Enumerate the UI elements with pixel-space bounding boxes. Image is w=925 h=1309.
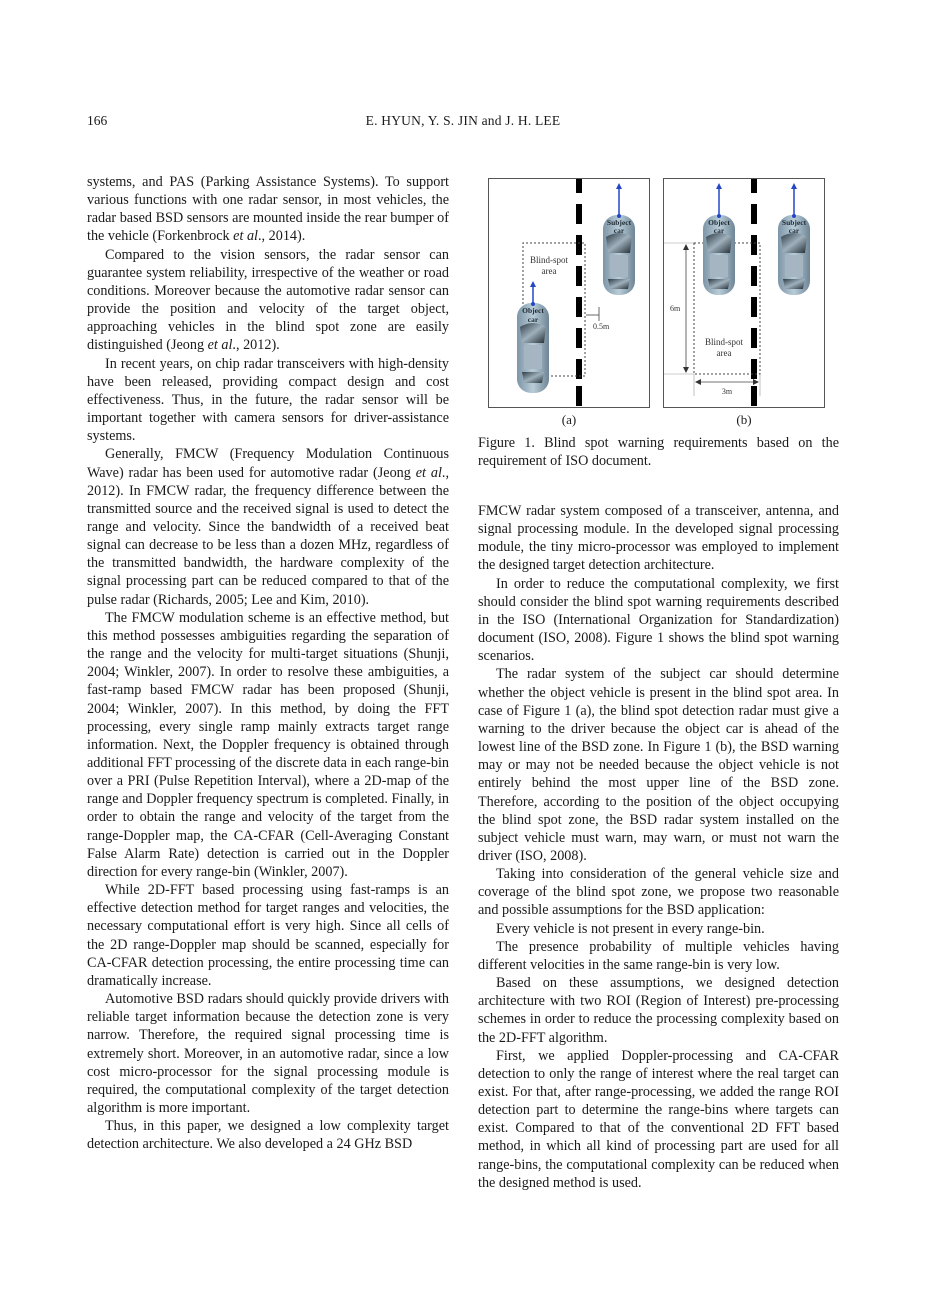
left-column — [87, 173, 449, 1153]
blind-spot-diagram-a — [489, 179, 648, 406]
figure-panel-a — [488, 178, 650, 408]
subject-car-icon — [778, 183, 810, 295]
svg-text:area: area — [716, 348, 732, 358]
paragraph: Based on these assumptions, we designed detection architecture with two ROI (Region of Interest) pre-processing schemes in order to reduce the processing complexity based on the 2D-FFT algorithm. — [478, 975, 839, 1046]
svg-text:car: car — [788, 226, 800, 235]
paragraph: Generally, FMCW (Frequency Modulation Continuous Wave) radar has been used for automotive radar (Jeong et al., 2012). In FMCW radar, the frequency difference between the transmitted source and the received signal is used to detect the range and velocity. Since the bandwidth of a received beat signal can decrease to be less than a dozen MHz, regardless of the transmitted bandwidth, the hardware complexity of the signal processing part can be reduced compared to that of the pulse radar (Richards, 2005; Lee and Kim, 2010). — [87, 446, 449, 608]
paragraph: The presence probability of multiple vehicles having different velocities in the same range-bin is very low. — [478, 938, 839, 973]
svg-text:area: area — [541, 266, 557, 276]
svg-text:Object: Object — [708, 218, 730, 227]
running-head — [87, 113, 839, 133]
page-number: 166 — [87, 113, 108, 128]
paragraph: Every vehicle is not present in every range-bin. — [496, 920, 765, 937]
paragraph: The FMCW modulation scheme is an effective method, but this method possesses ambiguities regarding the separation of the range and the velocity for multi-target situations (Shunji, 2004; Winkler, 2007). In order to resolve these ambiguities, a fast-ramp based FMCW radar has been proposed (Shunji, 2004; Winkler, 2007). In this method, by doing the FFT processing, every single ramp mainly extracts target range information. Next, the Doppler frequency is obtained through additional FFT processing of the discrete data in each range-bin over a PRI (Pulse Repetition Interval), where a 2D-map of the range and Doppler frequency spectrum is completed. Finally, in order to obtain the range and velocity of the target from the range-Doppler map, the CA-CFAR (Cell-Averaging Constant False Alarm Rate) detection is carried out in the Doppler direction for every range-bin (Winkler, 2007). — [87, 609, 449, 880]
object-car-icon — [703, 183, 735, 295]
figure-panel-b — [663, 178, 825, 408]
svg-text:car: car — [713, 226, 725, 235]
figure-caption: Figure 1. Blind spot warning requirements based on the requirement of ISO document. — [478, 435, 839, 470]
paragraph: Thus, in this paper, we designed a low complexity target detection architecture. We also developed a 24 GHz BSD — [87, 1118, 449, 1153]
svg-text:Blind-spot: Blind-spot — [704, 337, 744, 347]
paragraph: While 2D-FFT based processing using fast-ramps is an effective detection method for target ranges and velocities, the necessary computational effort is very high. Since all cells of the 2D range-Doppler map should be scanned, especially for CA-CFAR detection processing, the entire processing time can dramatically increase. — [87, 882, 449, 989]
svg-text:Blind-spot: Blind-spot — [529, 255, 569, 265]
svg-text:6m: 6m — [670, 304, 681, 313]
object-car-icon — [517, 281, 549, 393]
svg-text:3m: 3m — [721, 387, 733, 396]
figure-1 — [488, 178, 840, 428]
svg-text:Subject: Subject — [781, 218, 807, 227]
paragraph: FMCW radar system composed of a transceiver, antenna, and signal processing module. In the developed signal processing module, the tiny micro-processor was employed to implement the designed target detection architecture. — [478, 503, 839, 574]
lane-divider — [576, 179, 582, 406]
paragraph: systems, and PAS (Parking Assistance Systems). To support various functions with one radar sensor, in most vehicles, the radar based BSD sensors are mounted inside the rear bumper of the vehicle (Forkenbrock et al., 2014). — [87, 174, 449, 245]
svg-text:car: car — [527, 315, 539, 324]
svg-text:Subject: Subject — [606, 218, 632, 227]
paragraph: The radar system of the subject car should determine whether the object vehicle is present in the blind spot area. In case of Figure 1 (a), the blind spot detection radar must give a warning to the driver because the object car is ahead of the lowest line of the BSD zone. In Figure 1 (b), the BSD warning may or may not be needed because the object vehicle is not entirely behind the most upper line of the BSD zone. Therefore, according to the position of the object occupying the blind spot zone, the BSD radar system installed on the subject vehicle must warn, may warn, or must not warn the driver (ISO, 2008). — [478, 666, 839, 864]
panel-a-label: (a) — [561, 412, 577, 427]
svg-text:0.5m: 0.5m — [593, 322, 610, 331]
paragraph: Taking into consideration of the general vehicle size and coverage of the blind spot zone, we propose two reasonable and possible assumptions for the BSD application: — [478, 866, 839, 919]
paragraph: First, we applied Doppler-processing and CA-CFAR detection to only the range of interest where the real target can exist. For that, after range-processing, we added the range ROI detection part to determine the range-bins where targets can exist. Compared to that of the conventional 2D FFT based method, in which all kind of processing part are used for all range-bins, the computational complexity can be reduced when the designed method is used. — [478, 1047, 839, 1191]
svg-text:car: car — [613, 226, 625, 235]
subject-car-icon — [603, 183, 635, 295]
paragraph: In order to reduce the computational complexity, we first should consider the blind spot warning requirements described in the ISO (International Organization for Standardization) document (ISO, 2008). Figure 1 shows the blind spot warning scenarios. — [478, 575, 839, 665]
running-head-authors: E. HYUN, Y. S. JIN and J. H. LEE — [365, 113, 561, 128]
svg-text:Object: Object — [522, 306, 544, 315]
blind-spot-diagram-b — [664, 179, 823, 406]
paragraph: Compared to the vision sensors, the radar sensor can guarantee system reliability, irrespective of the weather or road conditions. Moreover because the automotive radar sensor can provide the position and velocity of the target object, approaching vehicles in the blind spot zone are easily distinguished (Jeong et al., 2012). — [87, 246, 449, 354]
right-column — [478, 502, 839, 1192]
lane-divider — [751, 179, 757, 406]
paragraph: In recent years, on chip radar transceivers with high-density have been released, providing compact design and cost effectiveness. Thus, in the future, the radar sensor will be important together with camera sensors for driver-assistance systems. — [87, 355, 449, 445]
paragraph: Automotive BSD radars should quickly provide drivers with reliable target information because the detection zone is very narrow. Therefore, the required signal processing time is extremely short. Moreover, in an automotive radar, since a low cost micro-processor for the signal processing module is required, the computational complexity of the target detection algorithm is more important. — [87, 991, 449, 1116]
panel-b-label: (b) — [736, 412, 752, 427]
